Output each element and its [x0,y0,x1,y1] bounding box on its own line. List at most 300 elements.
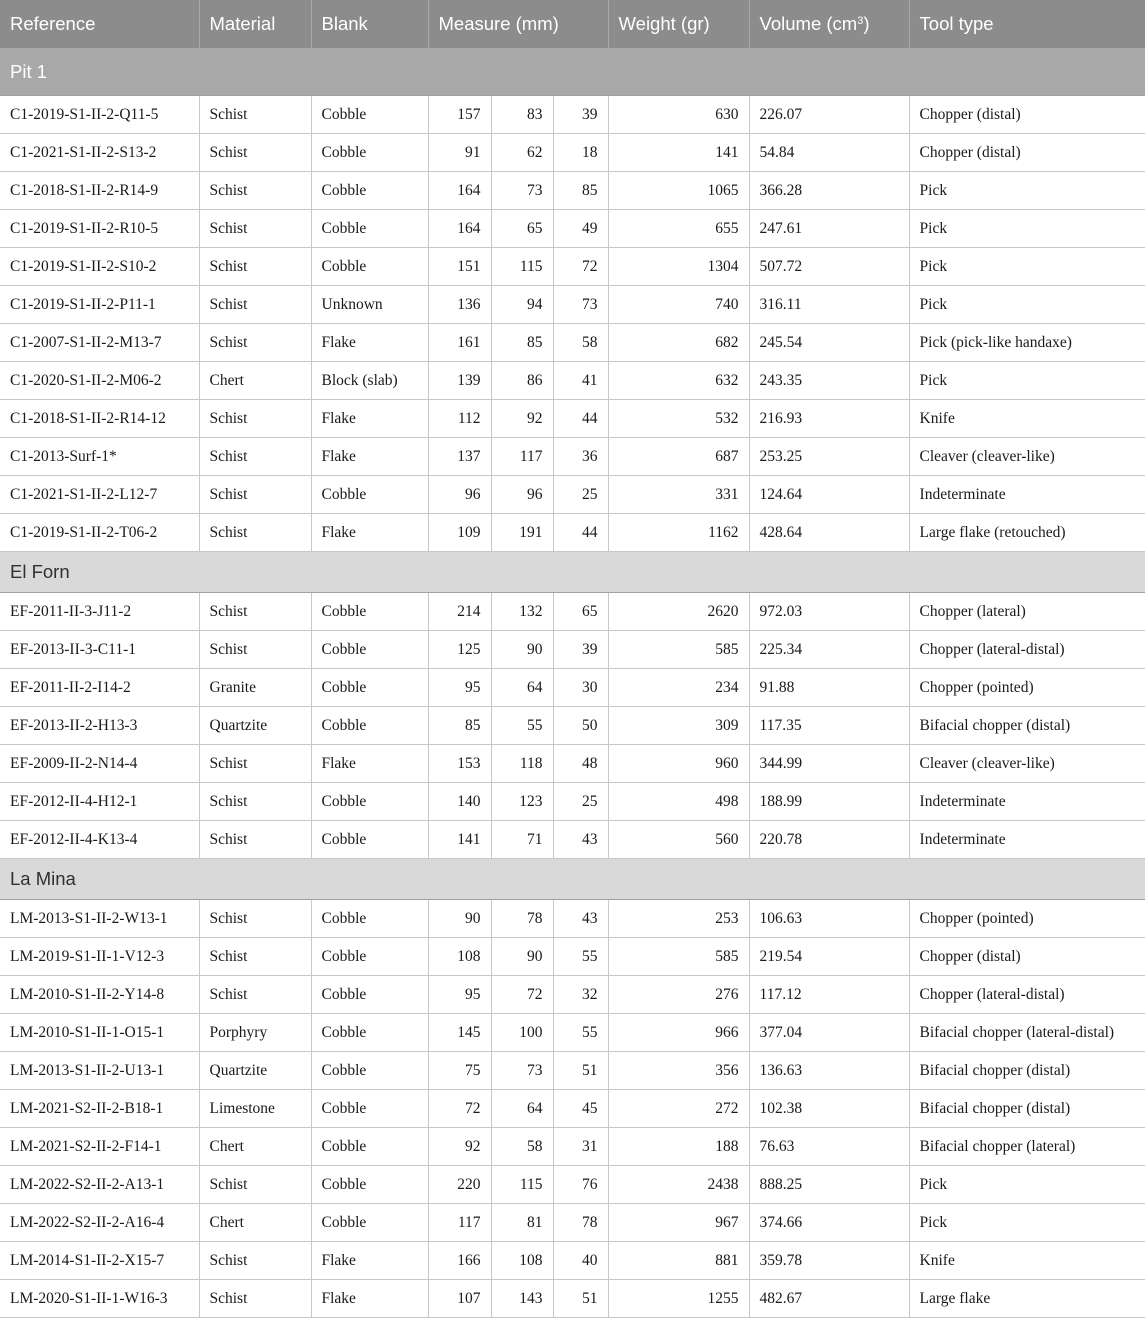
header-tool-type: Tool type [909,0,1145,49]
section-title: El Forn [0,552,1145,593]
cell-measure-length: 90 [428,900,491,938]
table-body [0,49,1145,1318]
cell-measure-width: 73 [491,172,553,210]
cell-blank: Cobble [311,1090,428,1128]
cell-measure-width: 90 [491,631,553,669]
cell-measure-length: 137 [428,438,491,476]
table-row [0,938,1145,976]
cell-measure-length: 164 [428,210,491,248]
table-row [0,900,1145,938]
cell-blank: Flake [311,1242,428,1280]
cell-measure-thickness: 25 [553,476,608,514]
cell-measure-length: 214 [428,593,491,631]
cell-measure-width: 96 [491,476,553,514]
cell-measure-thickness: 40 [553,1242,608,1280]
cell-reference: EF-2011-II-2-I14-2 [0,669,199,707]
cell-measure-length: 117 [428,1204,491,1242]
cell-measure-width: 58 [491,1128,553,1166]
cell-weight: 560 [608,821,749,859]
cell-tool-type: Chopper (pointed) [909,900,1145,938]
cell-reference: LM-2021-S2-II-2-F14-1 [0,1128,199,1166]
cell-tool-type: Pick [909,248,1145,286]
cell-weight: 881 [608,1242,749,1280]
cell-blank: Cobble [311,821,428,859]
cell-material: Schist [199,1280,311,1318]
cell-measure-width: 92 [491,400,553,438]
cell-volume: 219.54 [749,938,909,976]
cell-measure-thickness: 18 [553,134,608,172]
cell-tool-type: Pick [909,1204,1145,1242]
cell-reference: EF-2012-II-4-K13-4 [0,821,199,859]
cell-reference: EF-2009-II-2-N14-4 [0,745,199,783]
cell-weight: 630 [608,96,749,134]
cell-material: Schist [199,821,311,859]
header-weight: Weight (gr) [608,0,749,49]
cell-tool-type: Large flake (retouched) [909,514,1145,552]
cell-measure-length: 157 [428,96,491,134]
cell-measure-width: 143 [491,1280,553,1318]
cell-blank: Cobble [311,1166,428,1204]
cell-weight: 276 [608,976,749,1014]
table-row [0,745,1145,783]
cell-weight: 585 [608,631,749,669]
table-row [0,1242,1145,1280]
cell-tool-type: Bifacial chopper (lateral) [909,1128,1145,1166]
cell-measure-length: 139 [428,362,491,400]
cell-volume: 377.04 [749,1014,909,1052]
cell-measure-thickness: 41 [553,362,608,400]
header-volume [749,0,909,49]
cell-weight: 2620 [608,593,749,631]
cell-weight: 188 [608,1128,749,1166]
table-row [0,1280,1145,1318]
cell-measure-thickness: 55 [553,938,608,976]
cell-material: Schist [199,976,311,1014]
cell-tool-type: Bifacial chopper (lateral-distal) [909,1014,1145,1052]
cell-weight: 960 [608,745,749,783]
cell-tool-type: Knife [909,1242,1145,1280]
cell-measure-length: 141 [428,821,491,859]
cell-measure-thickness: 58 [553,324,608,362]
cell-tool-type: Cleaver (cleaver-like) [909,438,1145,476]
cell-tool-type: Pick [909,286,1145,324]
header-reference: Reference [0,0,199,49]
cell-volume: 359.78 [749,1242,909,1280]
cell-volume: 188.99 [749,783,909,821]
cell-measure-width: 118 [491,745,553,783]
cell-tool-type: Chopper (distal) [909,134,1145,172]
cell-measure-length: 145 [428,1014,491,1052]
cell-material: Schist [199,900,311,938]
cell-tool-type: Pick [909,1166,1145,1204]
cell-measure-length: 91 [428,134,491,172]
cell-measure-thickness: 39 [553,631,608,669]
cell-measure-thickness: 44 [553,514,608,552]
cell-volume: 226.07 [749,96,909,134]
table-row [0,1204,1145,1242]
cell-weight: 655 [608,210,749,248]
cell-weight: 253 [608,900,749,938]
cell-measure-length: 107 [428,1280,491,1318]
cell-blank: Cobble [311,669,428,707]
cell-measure-width: 100 [491,1014,553,1052]
section-row [0,859,1145,900]
section-row [0,49,1145,96]
cell-tool-type: Chopper (distal) [909,96,1145,134]
cell-blank: Cobble [311,1052,428,1090]
cell-reference: LM-2022-S2-II-2-A16-4 [0,1204,199,1242]
table-row [0,514,1145,552]
cell-measure-thickness: 32 [553,976,608,1014]
cell-measure-thickness: 51 [553,1052,608,1090]
header-measure: Measure (mm) [428,0,608,49]
cell-reference: C1-2013-Surf-1* [0,438,199,476]
header-volume-label: Volume (cm [759,13,858,34]
table-row [0,210,1145,248]
cell-volume: 136.63 [749,1052,909,1090]
cell-volume: 76.63 [749,1128,909,1166]
table-row [0,593,1145,631]
cell-measure-length: 140 [428,783,491,821]
cell-volume: 102.38 [749,1090,909,1128]
cell-reference: LM-2021-S2-II-2-B18-1 [0,1090,199,1128]
cell-measure-length: 75 [428,1052,491,1090]
cell-measure-width: 55 [491,707,553,745]
cell-measure-width: 62 [491,134,553,172]
cell-reference: LM-2013-S1-II-2-U13-1 [0,1052,199,1090]
table-row [0,1166,1145,1204]
cell-tool-type: Indeterminate [909,821,1145,859]
section-row [0,552,1145,593]
cell-measure-length: 85 [428,707,491,745]
cell-material: Chert [199,362,311,400]
cell-reference: C1-2021-S1-II-2-S13-2 [0,134,199,172]
cell-measure-thickness: 30 [553,669,608,707]
cell-tool-type: Bifacial chopper (distal) [909,1052,1145,1090]
cell-measure-thickness: 25 [553,783,608,821]
table-row [0,172,1145,210]
cell-volume: 117.12 [749,976,909,1014]
cell-blank: Flake [311,1280,428,1318]
cell-tool-type: Chopper (pointed) [909,669,1145,707]
cell-reference: LM-2022-S2-II-2-A13-1 [0,1166,199,1204]
cell-measure-length: 136 [428,286,491,324]
cell-measure-width: 72 [491,976,553,1014]
cell-material: Schist [199,514,311,552]
cell-weight: 1255 [608,1280,749,1318]
cell-reference: LM-2014-S1-II-2-X15-7 [0,1242,199,1280]
cell-measure-length: 220 [428,1166,491,1204]
cell-measure-thickness: 51 [553,1280,608,1318]
table-row [0,1052,1145,1090]
cell-reference: C1-2020-S1-II-2-M06-2 [0,362,199,400]
cell-reference: C1-2018-S1-II-2-R14-12 [0,400,199,438]
cell-measure-thickness: 55 [553,1014,608,1052]
cell-weight: 632 [608,362,749,400]
cell-measure-thickness: 45 [553,1090,608,1128]
cell-material: Quartzite [199,1052,311,1090]
cell-blank: Cobble [311,938,428,976]
cell-volume: 243.35 [749,362,909,400]
cell-measure-thickness: 65 [553,593,608,631]
cell-volume: 482.67 [749,1280,909,1318]
table-row [0,783,1145,821]
cell-blank: Cobble [311,210,428,248]
cell-material: Schist [199,593,311,631]
cell-volume: 374.66 [749,1204,909,1242]
table-row [0,400,1145,438]
cell-tool-type: Pick [909,172,1145,210]
cell-measure-thickness: 44 [553,400,608,438]
cell-measure-thickness: 73 [553,286,608,324]
cell-tool-type: Chopper (lateral) [909,593,1145,631]
cell-measure-width: 64 [491,1090,553,1128]
cell-tool-type: Chopper (distal) [909,938,1145,976]
header-row [0,0,1145,49]
cell-weight: 1304 [608,248,749,286]
cell-measure-length: 125 [428,631,491,669]
table-row [0,96,1145,134]
cell-tool-type: Pick (pick-like handaxe) [909,324,1145,362]
table-row [0,707,1145,745]
cell-reference: C1-2019-S1-II-2-P11-1 [0,286,199,324]
cell-blank: Flake [311,400,428,438]
cell-volume: 216.93 [749,400,909,438]
cell-measure-width: 90 [491,938,553,976]
section-title: La Mina [0,859,1145,900]
cell-volume: 106.63 [749,900,909,938]
cell-reference: C1-2021-S1-II-2-L12-7 [0,476,199,514]
cell-measure-length: 109 [428,514,491,552]
cell-blank: Flake [311,324,428,362]
table-row [0,1090,1145,1128]
cell-measure-thickness: 50 [553,707,608,745]
cell-measure-width: 73 [491,1052,553,1090]
cell-measure-thickness: 48 [553,745,608,783]
cell-material: Schist [199,1242,311,1280]
cell-measure-length: 164 [428,172,491,210]
cell-blank: Cobble [311,783,428,821]
table-row [0,1128,1145,1166]
cell-material: Schist [199,210,311,248]
cell-material: Schist [199,438,311,476]
cell-measure-thickness: 39 [553,96,608,134]
cell-blank: Cobble [311,134,428,172]
cell-measure-length: 161 [428,324,491,362]
cell-material: Porphyry [199,1014,311,1052]
cell-measure-width: 86 [491,362,553,400]
cell-weight: 141 [608,134,749,172]
table-row [0,476,1145,514]
cell-measure-width: 123 [491,783,553,821]
cell-material: Schist [199,324,311,362]
cell-reference: C1-2007-S1-II-2-M13-7 [0,324,199,362]
cell-material: Quartzite [199,707,311,745]
table-row [0,821,1145,859]
cell-blank: Cobble [311,1204,428,1242]
cell-measure-width: 85 [491,324,553,362]
cell-volume: 428.64 [749,514,909,552]
header-volume-superscript: 3 [857,15,864,27]
table-row [0,248,1145,286]
cell-reference: LM-2010-S1-II-1-O15-1 [0,1014,199,1052]
cell-material: Schist [199,286,311,324]
cell-tool-type: Large flake [909,1280,1145,1318]
cell-tool-type: Chopper (lateral-distal) [909,976,1145,1014]
cell-blank: Cobble [311,476,428,514]
cell-measure-thickness: 76 [553,1166,608,1204]
cell-reference: LM-2019-S1-II-1-V12-3 [0,938,199,976]
cell-reference: C1-2019-S1-II-2-S10-2 [0,248,199,286]
cell-blank: Block (slab) [311,362,428,400]
cell-measure-width: 132 [491,593,553,631]
cell-material: Schist [199,476,311,514]
cell-blank: Cobble [311,96,428,134]
cell-reference: C1-2019-S1-II-2-R10-5 [0,210,199,248]
cell-material: Schist [199,938,311,976]
cell-measure-width: 117 [491,438,553,476]
cell-material: Schist [199,400,311,438]
cell-measure-length: 108 [428,938,491,976]
cell-measure-width: 115 [491,248,553,286]
cell-measure-length: 92 [428,1128,491,1166]
cell-material: Schist [199,248,311,286]
cell-weight: 498 [608,783,749,821]
cell-blank: Unknown [311,286,428,324]
table-row [0,631,1145,669]
cell-volume: 117.35 [749,707,909,745]
cell-tool-type: Pick [909,210,1145,248]
cell-tool-type: Pick [909,362,1145,400]
cell-reference: LM-2020-S1-II-1-W16-3 [0,1280,199,1318]
cell-measure-width: 78 [491,900,553,938]
cell-material: Schist [199,172,311,210]
cell-blank: Flake [311,745,428,783]
cell-measure-width: 94 [491,286,553,324]
cell-material: Chert [199,1128,311,1166]
cell-tool-type: Indeterminate [909,476,1145,514]
cell-blank: Cobble [311,1014,428,1052]
cell-volume: 225.34 [749,631,909,669]
table-row [0,324,1145,362]
cell-volume: 220.78 [749,821,909,859]
cell-measure-length: 96 [428,476,491,514]
cell-reference: EF-2013-II-2-H13-3 [0,707,199,745]
cell-reference: C1-2019-S1-II-2-T06-2 [0,514,199,552]
header-material: Material [199,0,311,49]
cell-tool-type: Indeterminate [909,783,1145,821]
cell-volume: 247.61 [749,210,909,248]
cell-measure-width: 191 [491,514,553,552]
cell-measure-width: 115 [491,1166,553,1204]
cell-blank: Cobble [311,900,428,938]
cell-material: Schist [199,783,311,821]
cell-weight: 356 [608,1052,749,1090]
cell-volume: 344.99 [749,745,909,783]
table-row [0,438,1145,476]
cell-material: Schist [199,1166,311,1204]
cell-blank: Cobble [311,593,428,631]
cell-reference: EF-2011-II-3-J11-2 [0,593,199,631]
cell-volume: 366.28 [749,172,909,210]
cell-weight: 966 [608,1014,749,1052]
cell-reference: EF-2013-II-3-C11-1 [0,631,199,669]
cell-measure-thickness: 36 [553,438,608,476]
cell-weight: 532 [608,400,749,438]
table-row [0,1014,1145,1052]
cell-weight: 682 [608,324,749,362]
cell-tool-type: Bifacial chopper (distal) [909,707,1145,745]
cell-measure-length: 151 [428,248,491,286]
cell-weight: 687 [608,438,749,476]
cell-weight: 309 [608,707,749,745]
section-title: Pit 1 [0,49,1145,96]
cell-measure-thickness: 78 [553,1204,608,1242]
cell-material: Schist [199,631,311,669]
cell-blank: Cobble [311,1128,428,1166]
cell-reference: C1-2019-S1-II-2-Q11-5 [0,96,199,134]
cell-measure-length: 95 [428,669,491,707]
cell-blank: Flake [311,438,428,476]
table-row [0,362,1145,400]
table-row [0,976,1145,1014]
cell-blank: Cobble [311,707,428,745]
cell-material: Schist [199,134,311,172]
cell-measure-width: 65 [491,210,553,248]
cell-measure-length: 166 [428,1242,491,1280]
cell-weight: 585 [608,938,749,976]
table-row [0,286,1145,324]
cell-measure-width: 83 [491,96,553,134]
cell-material: Schist [199,745,311,783]
cell-reference: C1-2018-S1-II-2-R14-9 [0,172,199,210]
cell-measure-width: 81 [491,1204,553,1242]
cell-blank: Cobble [311,248,428,286]
cell-tool-type: Chopper (lateral-distal) [909,631,1145,669]
cell-volume: 316.11 [749,286,909,324]
cell-measure-width: 71 [491,821,553,859]
cell-measure-width: 64 [491,669,553,707]
cell-measure-width: 108 [491,1242,553,1280]
cell-measure-thickness: 85 [553,172,608,210]
cell-volume: 91.88 [749,669,909,707]
cell-measure-length: 153 [428,745,491,783]
cell-blank: Cobble [311,976,428,1014]
cell-volume: 124.64 [749,476,909,514]
table-row [0,669,1145,707]
cell-measure-thickness: 31 [553,1128,608,1166]
cell-weight: 1162 [608,514,749,552]
cell-material: Schist [199,96,311,134]
cell-material: Limestone [199,1090,311,1128]
cell-tool-type: Knife [909,400,1145,438]
cell-volume: 888.25 [749,1166,909,1204]
cell-weight: 1065 [608,172,749,210]
cell-tool-type: Bifacial chopper (distal) [909,1090,1145,1128]
cell-volume: 507.72 [749,248,909,286]
cell-blank: Flake [311,514,428,552]
cell-volume: 253.25 [749,438,909,476]
header-volume-close: ) [863,13,870,34]
cell-tool-type: Cleaver (cleaver-like) [909,745,1145,783]
cell-measure-thickness: 43 [553,900,608,938]
cell-weight: 2438 [608,1166,749,1204]
cell-measure-thickness: 49 [553,210,608,248]
cell-weight: 967 [608,1204,749,1242]
cell-measure-length: 95 [428,976,491,1014]
cell-measure-thickness: 72 [553,248,608,286]
cell-blank: Cobble [311,172,428,210]
